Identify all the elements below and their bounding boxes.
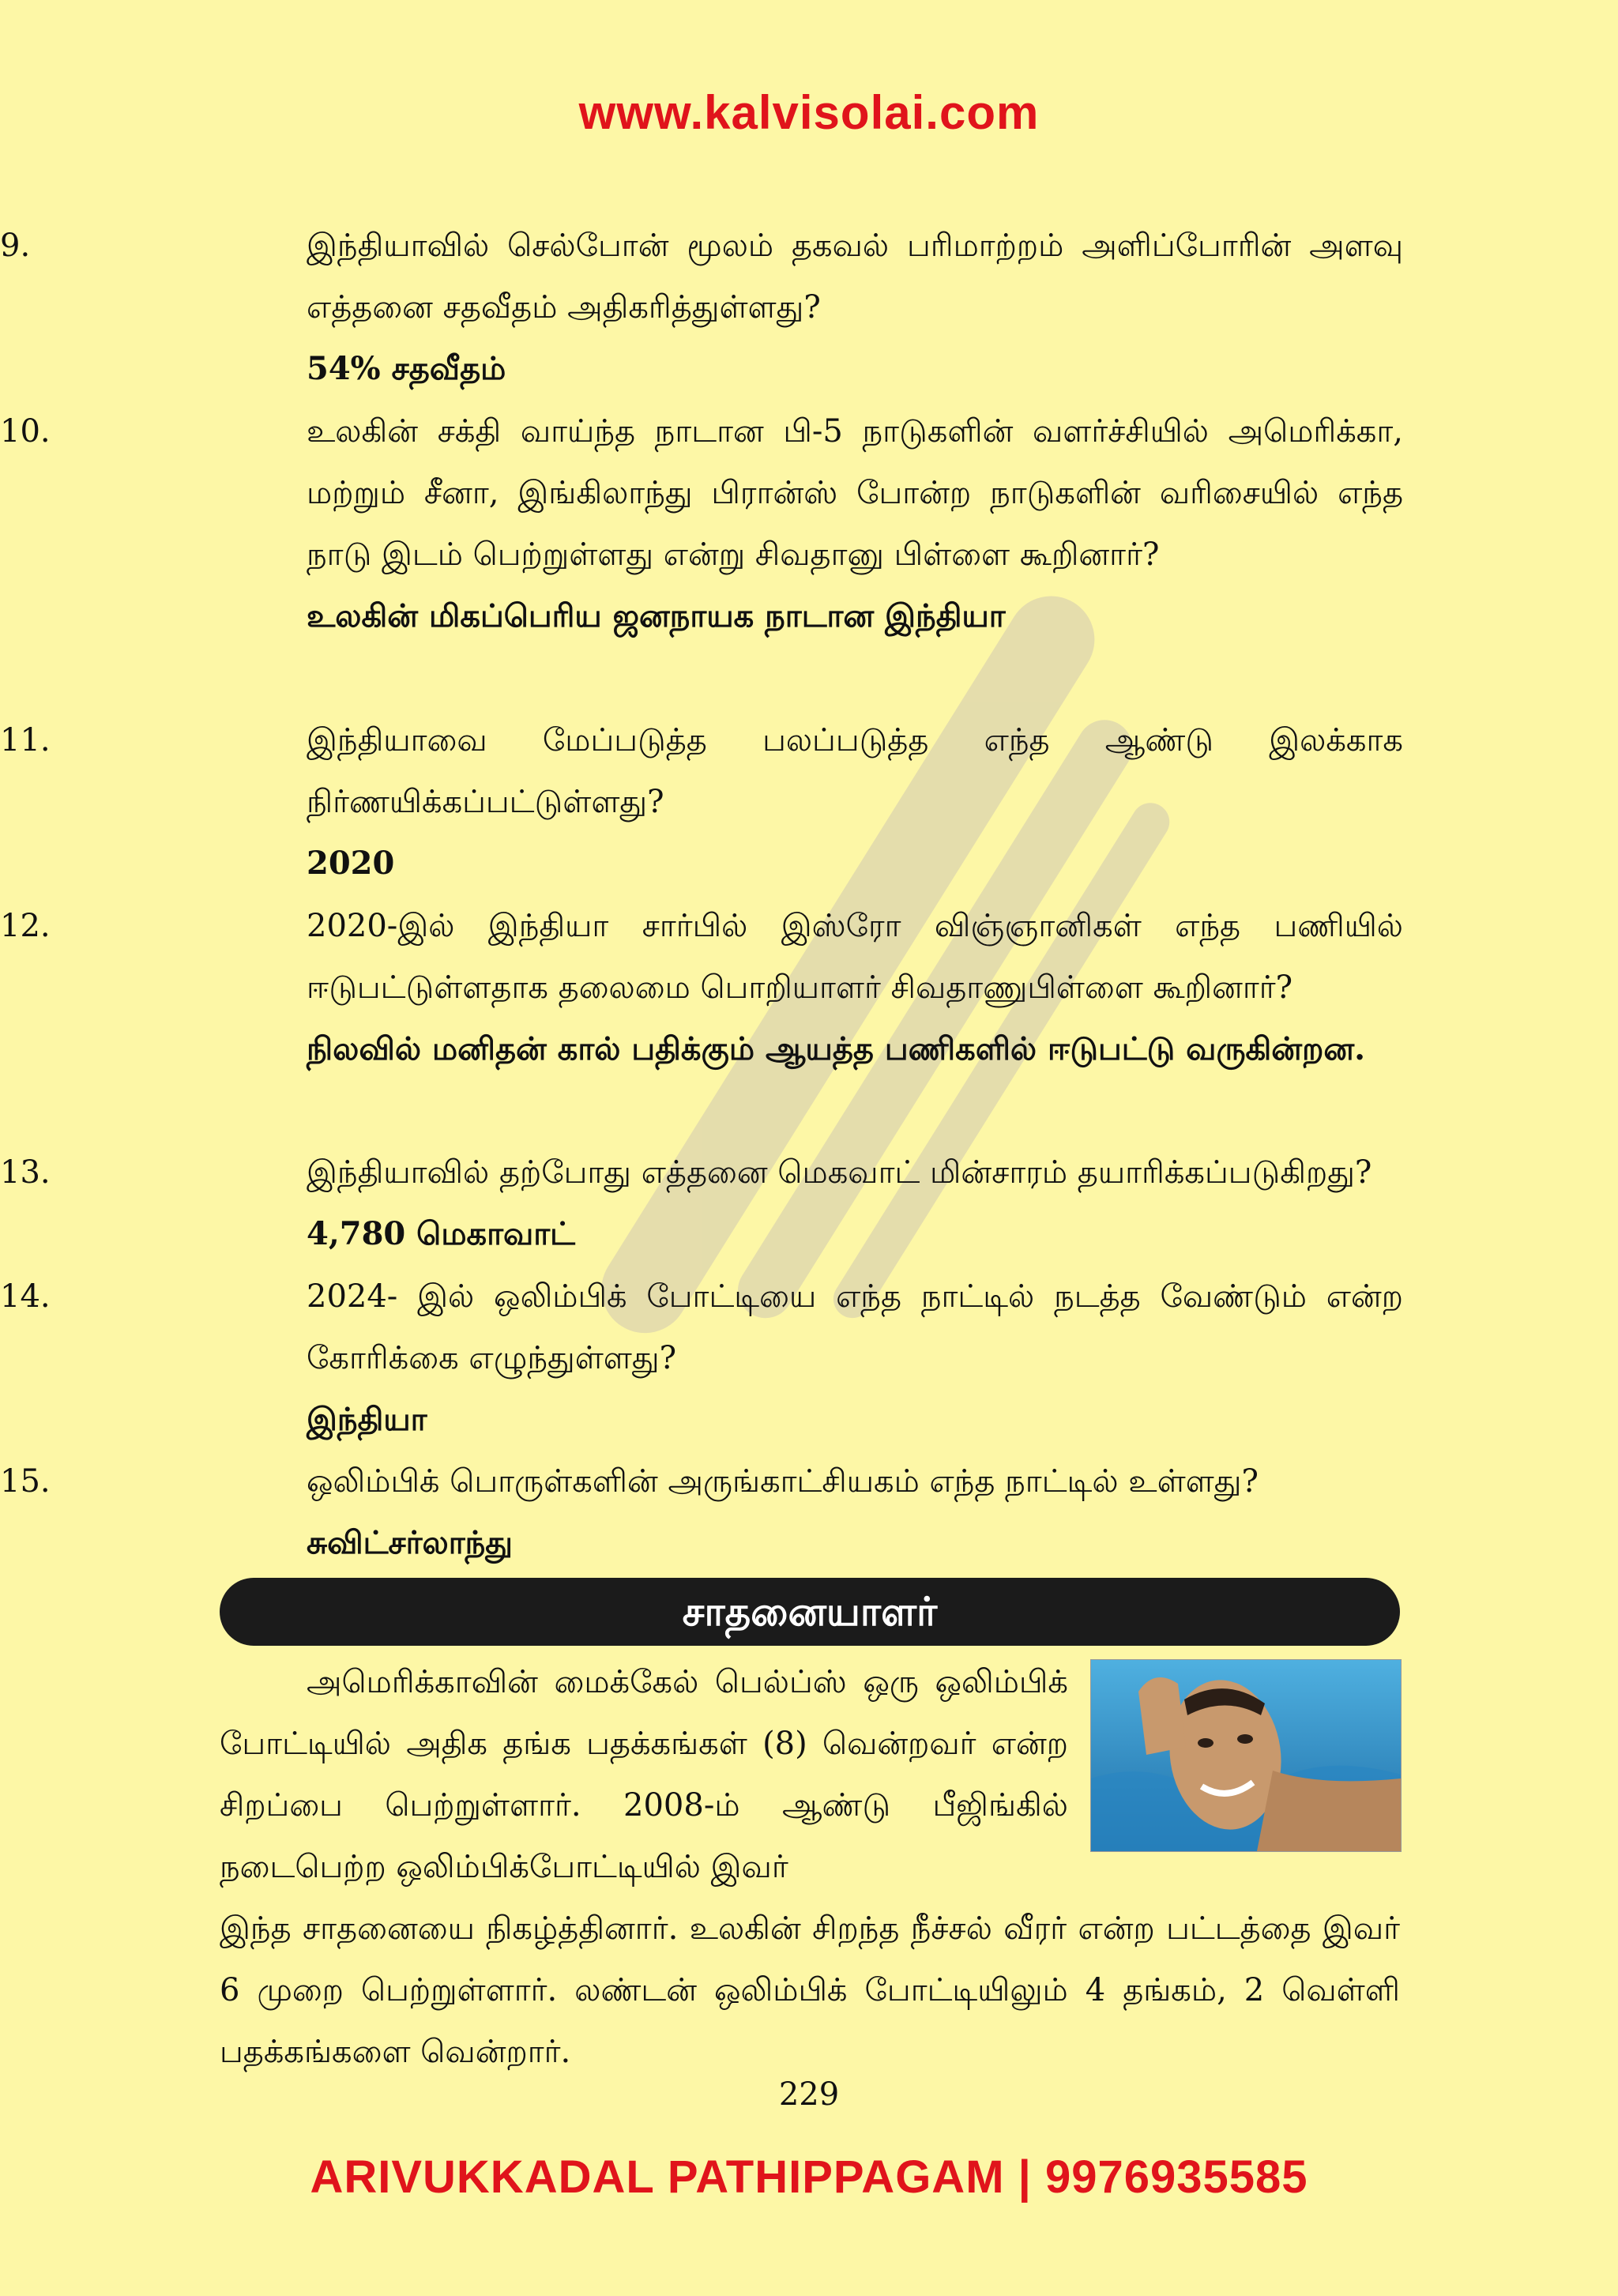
section-title: சாதனையாளர் [682, 1589, 938, 1635]
achiever-paragraph-rest: இந்த சாதனையை நிகழ்த்தினார். உலகின் சிறந்த நீச்சல் வீரர் என்ற பட்டத்தை இவர் 6 முறை பெற்றுள்ளார். லண்டன் ஒலிம்பிக் போட்டியிலும் 4 தங்கம், 2 வெள்ளி பதக்கங்களை வென்றார். [220, 1910, 1400, 2070]
question-text: உலகின் சக்தி வாய்ந்த நாடான பி-5 நாடுகளின் வளர்ச்சியில் அமெரிக்கா, மற்றும் சீனா, இங்கிலாந்து பிரான்ஸ் போன்ற நாடுகளின் வரிசையில் எந்த நாடு இடம் பெற்றுள்ளது என்று சிவதானு பிள்ளை கூறினார்? [307, 413, 1403, 573]
question-item [0, 895, 1403, 1080]
question-text: 2024- இல் ஒலிம்பிக் போட்டியை எந்த நாட்டில் நடத்த வேண்டும் என்ற கோரிக்கை எழுந்துள்ளது? [307, 1278, 1403, 1376]
answer-text: உலகின் மிகப்பெரிய ஜனநாயக நாடான இந்தியா [307, 597, 1006, 634]
question-number: 12. [0, 908, 51, 944]
header-url: www.kalvisolai.com [578, 86, 1040, 139]
answer-text: 54% சதவீதம் [307, 350, 506, 387]
question-item [0, 1451, 1403, 1574]
swimmer-photo [1090, 1659, 1402, 1852]
question-text: ஒலிம்பிக் பொருள்களின் அருங்காட்சியகம் எந்த நாட்டில் உள்ளது? [307, 1463, 1259, 1500]
question-item [0, 401, 1403, 647]
question-text: இந்தியாவை மேப்படுத்த பலப்படுத்த எந்த ஆண்டு இலக்காக நிர்ணயிக்கப்பட்டுள்ளது? [307, 722, 1403, 820]
question-text: இந்தியாவில் தற்போது எத்தனை மெகவாட் மின்சாரம் தயாரிக்கப்படுகிறது? [307, 1154, 1372, 1191]
question-item [0, 1142, 1403, 1265]
answer-text: சுவிட்சர்லாந்து [307, 1524, 513, 1561]
question-item [0, 215, 1403, 400]
question-item [0, 1266, 1403, 1451]
question-number: 13. [0, 1154, 51, 1191]
achiever-paragraph-intro: அமெரிக்காவின் மைக்கேல் பெல்ப்ஸ் ஒரு ஒலிம்பிக் போட்டியில் அதிக தங்க பதக்கங்கள் (8) வென்றவர் என்ற சிறப்பை பெற்றுள்ளார். 2008-ம் ஆண்டு பீஜிங்கில் நடைபெற்ற ஒலிம்பிக்போட்டியில் இவர் [220, 1664, 1068, 1885]
answer-text: 2020 [307, 845, 395, 882]
page-number: 229 [778, 2076, 840, 2113]
footer-publisher: ARIVUKKADAL PATHIPPAGAM | 9976935585 [310, 2151, 1308, 2203]
answer-text: நிலவில் மனிதன் கால் பதிக்கும் ஆயத்த பணிகளில் ஈடுபட்டு வருகின்றன. [307, 1030, 1366, 1067]
answer-text: இந்தியா [307, 1401, 427, 1438]
question-text: இந்தியாவில் செல்போன் மூலம் தகவல் பரிமாற்றம் அளிப்போரின் அளவு எத்தனை சதவீதம் அதிகரித்துள்ளது? [307, 228, 1403, 326]
question-number: 11. [0, 722, 51, 758]
answer-text: 4,780 மெகாவாட் [307, 1215, 575, 1252]
question-number: 14. [0, 1278, 51, 1315]
section-banner [220, 1578, 1400, 1646]
question-item [0, 710, 1403, 894]
question-number: 10. [0, 413, 51, 450]
question-number: 9. [0, 228, 31, 264]
question-number: 15. [0, 1463, 51, 1500]
question-text: 2020-இல் இந்தியா சார்பில் இஸ்ரோ விஞ்ஞானிகள் எந்த பணியில் ஈடுபட்டுள்ளதாக தலைமை பொறியாளர் சிவதாணுபிள்ளை கூறினார்? [307, 908, 1403, 1006]
